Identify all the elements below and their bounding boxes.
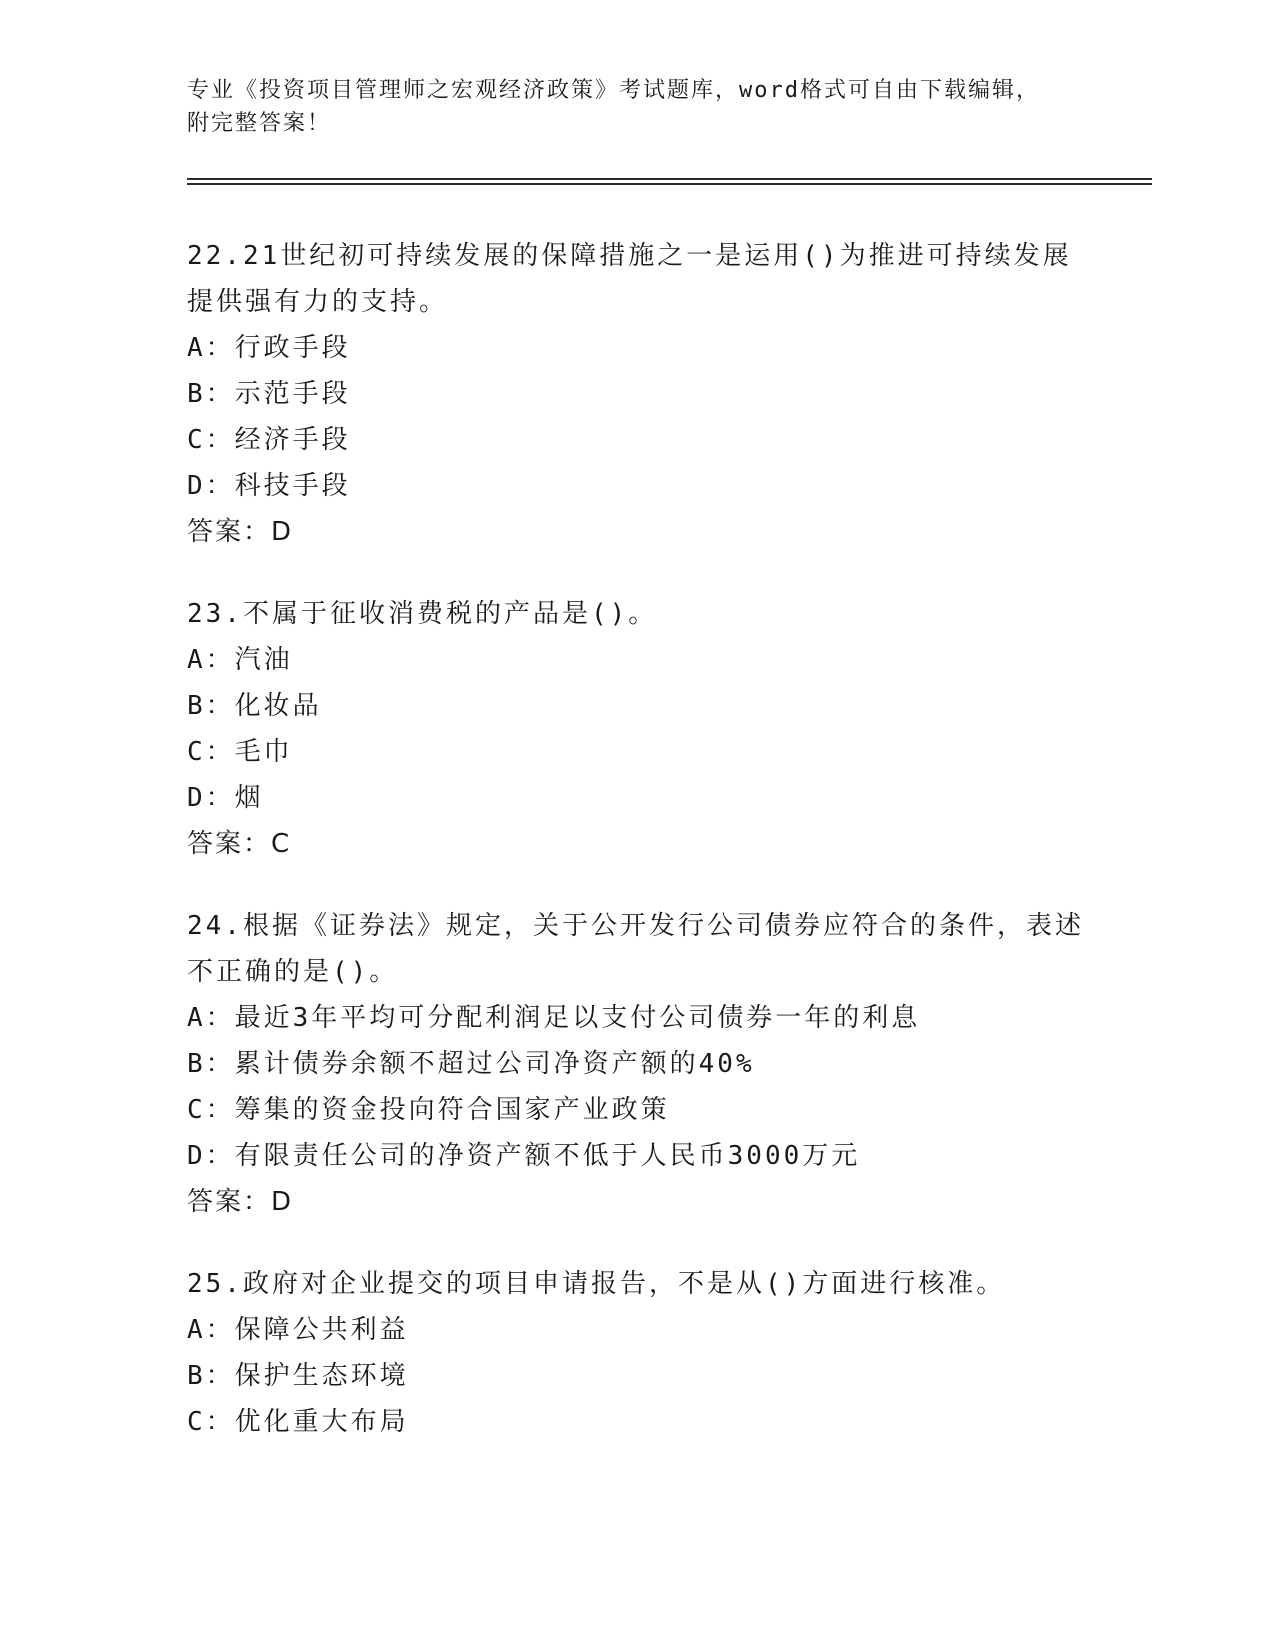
question-stem: 25.政府对企业提交的项目申请报告，不是从()方面进行核准。: [187, 1269, 1006, 1299]
question-25: [187, 1261, 1087, 1445]
header-line-2: 附完整答案！: [187, 111, 332, 136]
question-23: [187, 591, 1087, 867]
answer-line: 答案：D: [187, 1187, 294, 1217]
option-a: A：汽油: [187, 645, 293, 675]
option-c: C：筹集的资金投向符合国家产业政策: [187, 1095, 670, 1125]
question-list: [187, 233, 1087, 1481]
question-22: [187, 233, 1087, 555]
option-a: A：保障公共利益: [187, 1315, 409, 1345]
option-b: B：示范手段: [187, 379, 351, 409]
question-24: [187, 903, 1087, 1225]
header-divider-top: [187, 178, 1152, 180]
option-c: C：优化重大布局: [187, 1407, 409, 1437]
option-b: B：保护生态环境: [187, 1361, 409, 1391]
question-stem: 23.不属于征收消费税的产品是()。: [187, 599, 658, 629]
option-d: D：烟: [187, 783, 264, 813]
document-header: [187, 74, 1087, 140]
question-stem: 24.根据《证券法》规定，关于公开发行公司债券应符合的条件，表述不正确的是()。: [187, 911, 1084, 987]
option-c: C：毛巾: [187, 737, 293, 767]
question-stem: 22.21世纪初可持续发展的保障措施之一是运用()为推进可持续发展提供强有力的支持。: [187, 241, 1072, 317]
option-b: B：化妆品: [187, 691, 322, 721]
header-line-1: 专业《投资项目管理师之宏观经济政策》考试题库，word格式可自由下载编辑，: [187, 78, 1040, 103]
option-a: A：行政手段: [187, 333, 351, 363]
header-divider-bottom: [187, 183, 1152, 185]
option-a: A：最近3年平均可分配利润足以支付公司债券一年的利息: [187, 1003, 921, 1033]
option-c: C：经济手段: [187, 425, 351, 455]
option-d: D：有限责任公司的净资产额不低于人民币3000万元: [187, 1141, 861, 1171]
answer-line: 答案：D: [187, 517, 294, 547]
option-b: B：累计债券余额不超过公司净资产额的40%: [187, 1049, 755, 1079]
option-d: D：科技手段: [187, 471, 351, 501]
answer-line: 答案：C: [187, 829, 292, 859]
